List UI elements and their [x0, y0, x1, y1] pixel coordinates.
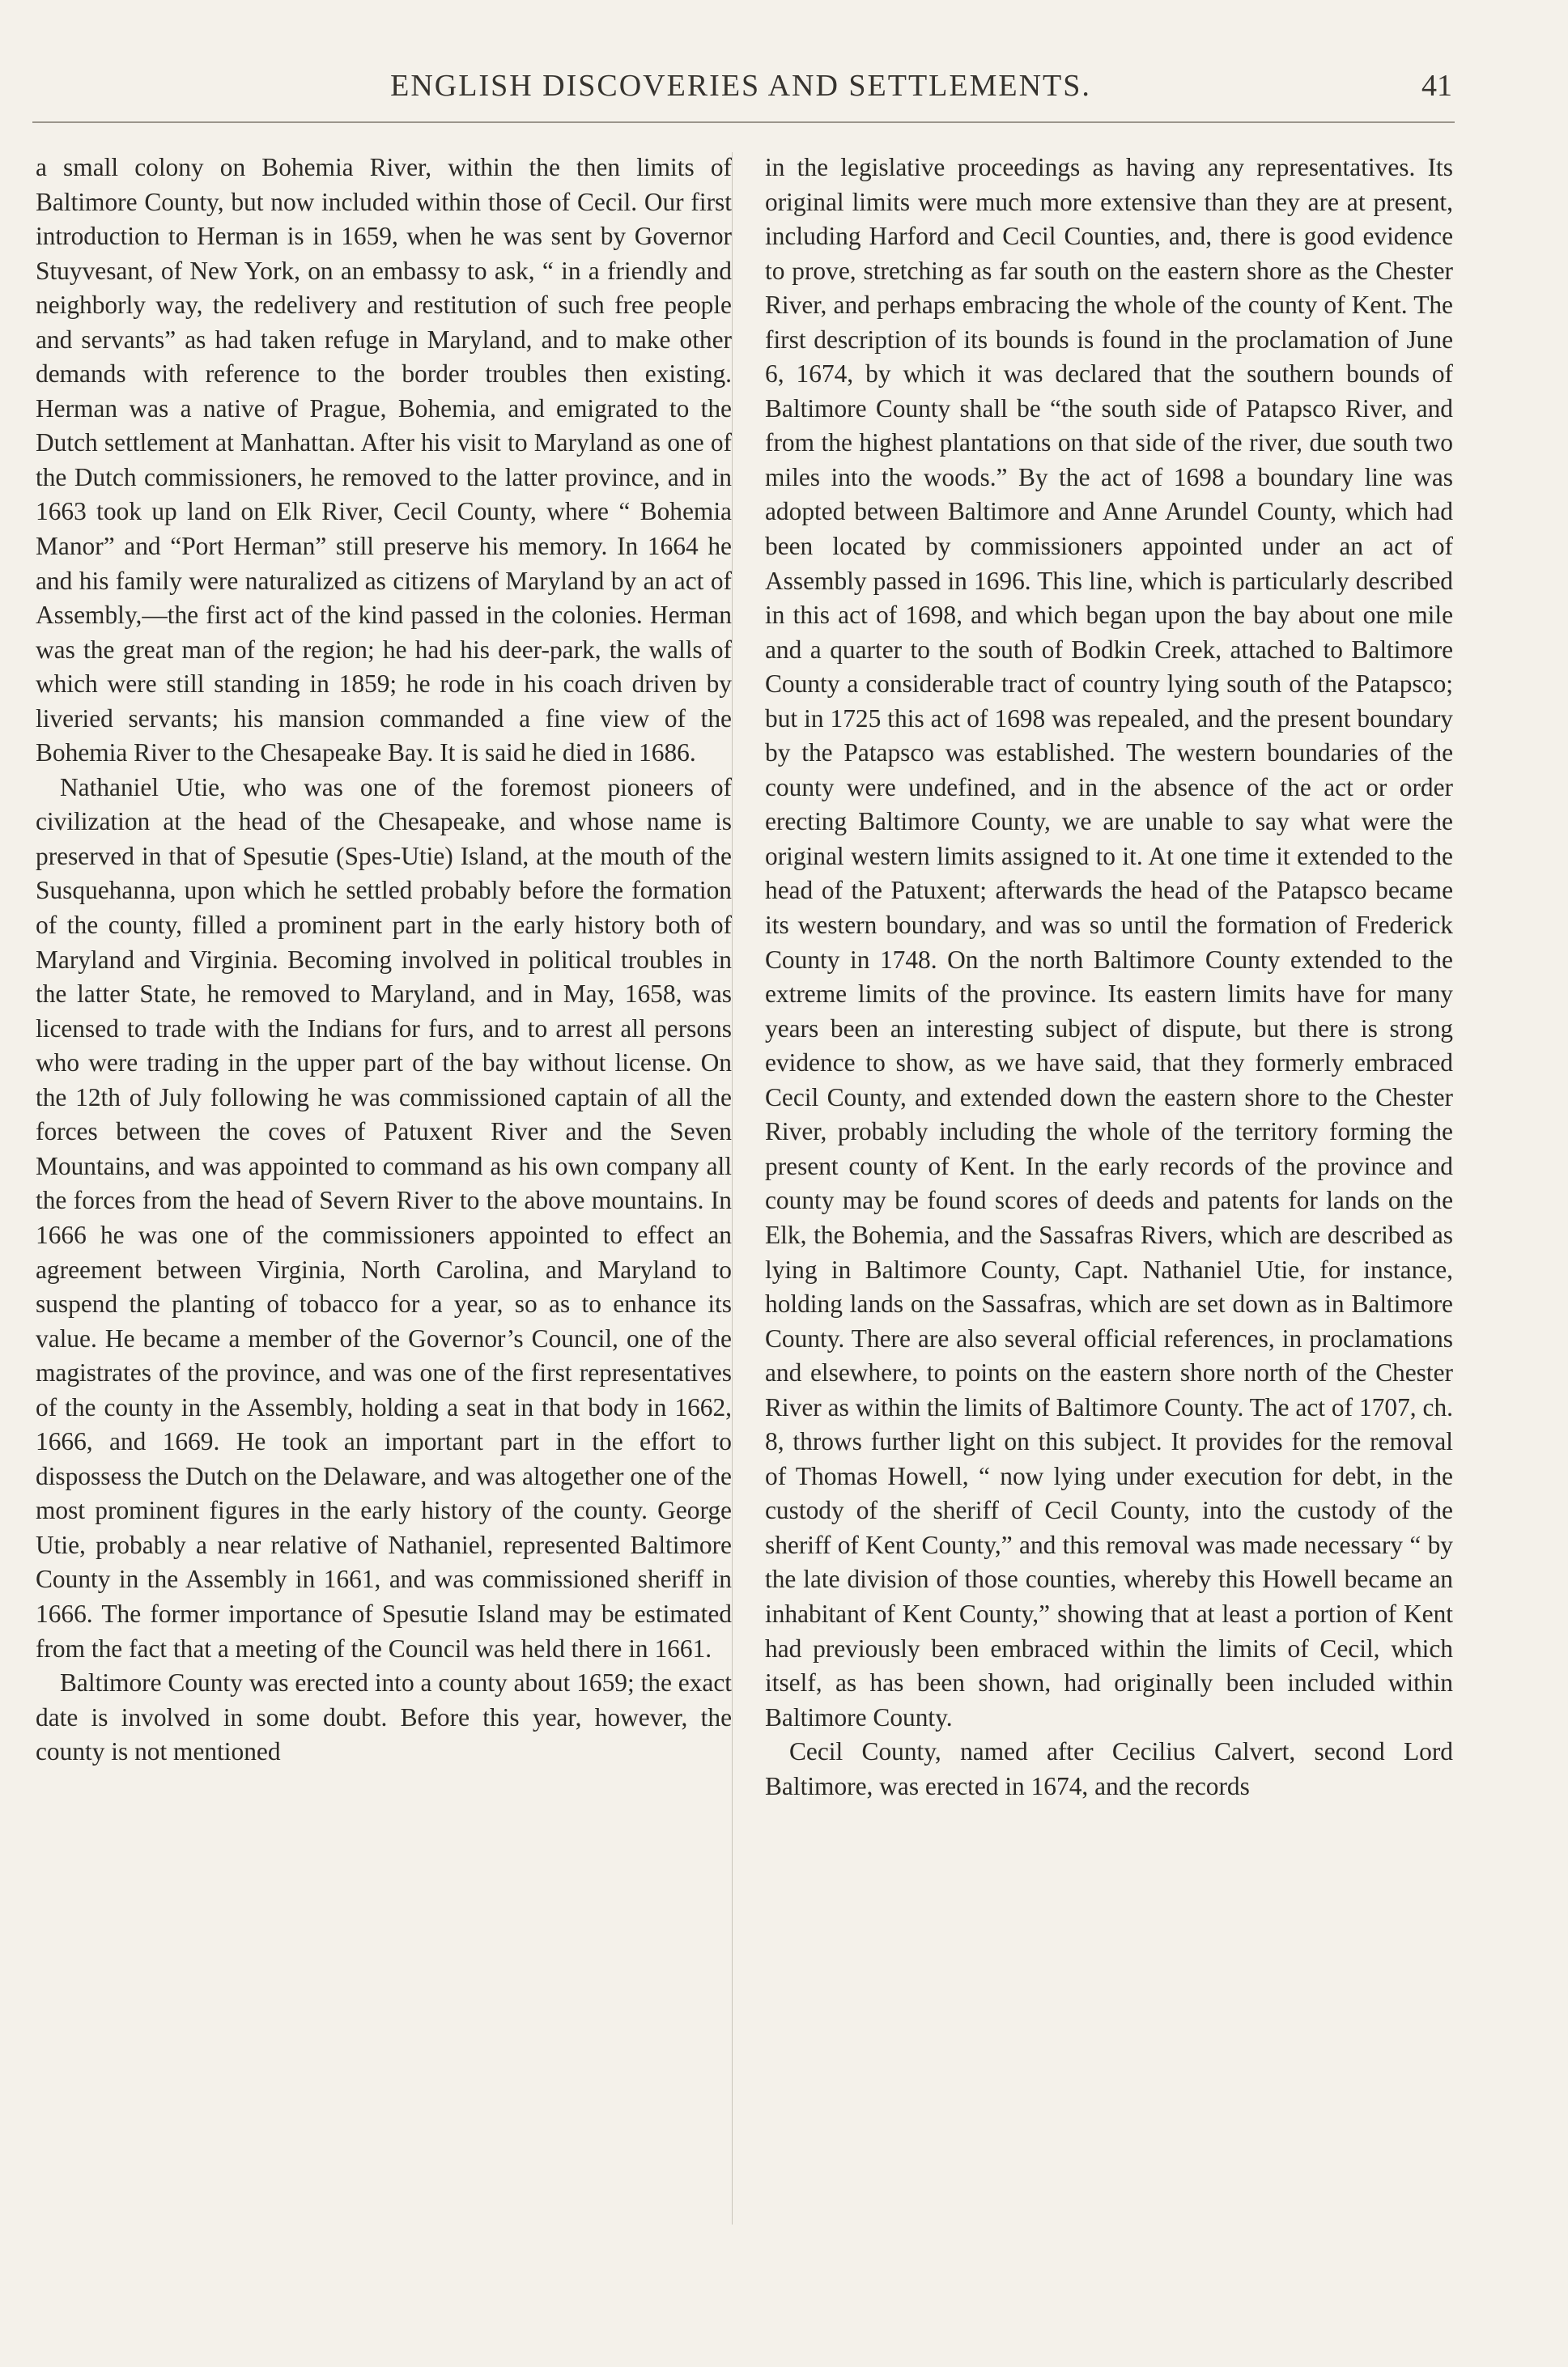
paragraph-baltimore-limits: in the legislative proceedings as having any representatives. Its original limits were much more extensive than they are at present, including Harford and Cecil Counties, and, there is good evidence to prove, stretching as far south on the eastern shore as the Chester River, and perhaps embracing the whole of the county of Kent. The first description of its bounds is found in the proclamation of June 6, 1674, by which it was declared that the southern bounds of Baltimore County shall be “the south side of Patapsco River, and from the highest plantations on that side of the river, due south two miles into the woods.” By the act of 1698 a boundary line was adopted between Baltimore and Anne Arundel County, which had been located by commissioners appointed under an act of Assembly passed in 1696. This line, which is particularly described in this act of 1698, and which began upon the bay about one mile and a quarter to the south of Bodkin Creek, attached to Baltimore County a considerable tract of country lying south of the Patapsco; but in 1725 this act of 1698 was repealed, and the present boundary by the Patapsco was established. The western boundaries of the county were undefined, and in the absence of the act or order erecting Baltimore County, we are unable to say what were the original western limits assigned to it. At one time it extended to the head of the Patuxent; afterwards the head of the Patapsco became its western boundary, and was so until the formation of Frederick County in 1748. On the north Baltimore County extended to the extreme limits of the province. Its eastern limits have for many years been an interesting subject of dispute, but there is strong evidence to show, as we have said, that they formerly embraced Cecil County, and extended down the eastern shore to the Chester River, probably including the whole of the territory forming the present county of Kent. In the early records of the province and county may be found scores of deeds and patents for lands on the Elk, the Bohemia, and the Sassafras Rivers, which are described as lying in Baltimore County, Capt. Nathaniel Utie, for instance, holding lands on the Sassafras, which are set down as in Baltimore County. There are also several official references, in proclamations and elsewhere, to points on the eastern shore north of the Chester River as within the limits of Baltimore County. The act of 1707, ch. 8, throws further light on this subject. It provides for the removal of Thomas Howell, “ now lying under execution for debt, in the custody of the sheriff of Cecil County, into the custody of the sheriff of Kent County,” and this removal was made necessary “ by the late division of those counties, whereby this Howell became an inhabitant of Kent County,” showing that at least a portion of Kent had previously been embraced within the limits of Cecil, which itself, as has been shown, had originally been included within Baltimore County.	[765, 153, 1453, 1732]
paragraph-cecil-county: Cecil County, named after Cecilius Calvert, second Lord Baltimore, was erected in 1674, and the records	[765, 1737, 1453, 1800]
column-divider	[732, 152, 733, 2225]
page-number: 41	[1421, 69, 1452, 103]
header-rule	[32, 121, 1455, 123]
running-title: ENGLISH DISCOVERIES AND SETTLEMENTS.	[390, 69, 1091, 103]
paragraph-herman: a small colony on Bohemia River, within the then limits of Baltimore County, but now included within those of Cecil. Our first introduction to Herman is in 1659, when he was sent by Governor Stuyvesant, of New York, on an embassy to ask, “ in a friendly and neighborly way, the redelivery and restitution of such free people and servants” as had taken refuge in Maryland, and to make other demands with reference to the border troubles then existing. Herman was a native of Prague, Bohemia, and emigrated to the Dutch settlement at Manhattan. After his visit to Maryland as one of the Dutch commissioners, he removed to the latter province, and in 1663 took up land on Elk River, Cecil County, where “ Bohemia Manor” and “Port Herman” still preserve his memory. In 1664 he and his family were naturalized as citizens of Maryland by an act of Assembly,—the first act of the kind passed in the colonies. Herman was the great man of the region; he had his deer-park, the walls of which were still standing in 1859; he rode in his coach driven by liveried servants; his mansion commanded a fine view of the Bohemia River to the Chesapeake Bay. It is said he died in 1686.	[36, 153, 732, 767]
paragraph-nathaniel-utie: Nathaniel Utie, who was one of the foremost pioneers of civilization at the head of the Chesapeake, and whose name is preserved in that of Spesutie (Spes-Utie) Island, at the mouth of the Susquehanna, upon which he settled probably before the formation of the county, filled a prominent part in the early history both of Maryland and Virginia. Becoming involved in political troubles in the latter State, he removed to Maryland, and in May, 1658, was licensed to trade with the Indians for furs, and to arrest all persons who were trading in the upper part of the bay without license. On the 12th of July following he was commissioned captain of all the forces between the coves of Patuxent River and the Seven Mountains, and was appointed to command as his own company all the forces from the head of Severn River to the above mountains. In 1666 he was one of the commissioners appointed to effect an agreement between Virginia, North Carolina, and Maryland to suspend the planting of tobacco for a year, so as to enhance its value. He became a member of the Governor’s Council, one of the magistrates of the province, and was one of the first representatives of the county in the Assembly, holding a seat in that body in 1662, 1666, and 1669. He took an important part in the effort to dispossess the Dutch on the Delaware, and was altogether one of the most prominent figures in the early history of the county. George Utie, probably a near relative of Nathaniel, represented Baltimore County in the Assembly in 1661, and was commissioned sheriff in 1666. The former importance of Spesutie Island may be estimated from the fact that a meeting of the Council was held there in 1661.	[36, 772, 732, 1663]
running-head	[32, 68, 1452, 113]
right-column	[765, 151, 1453, 2288]
left-column	[36, 151, 732, 2288]
paragraph-baltimore-county: Baltimore County was erected into a county about 1659; the exact date is involved in some doubt. Before this year, however, the county is not mentioned	[36, 1668, 732, 1766]
